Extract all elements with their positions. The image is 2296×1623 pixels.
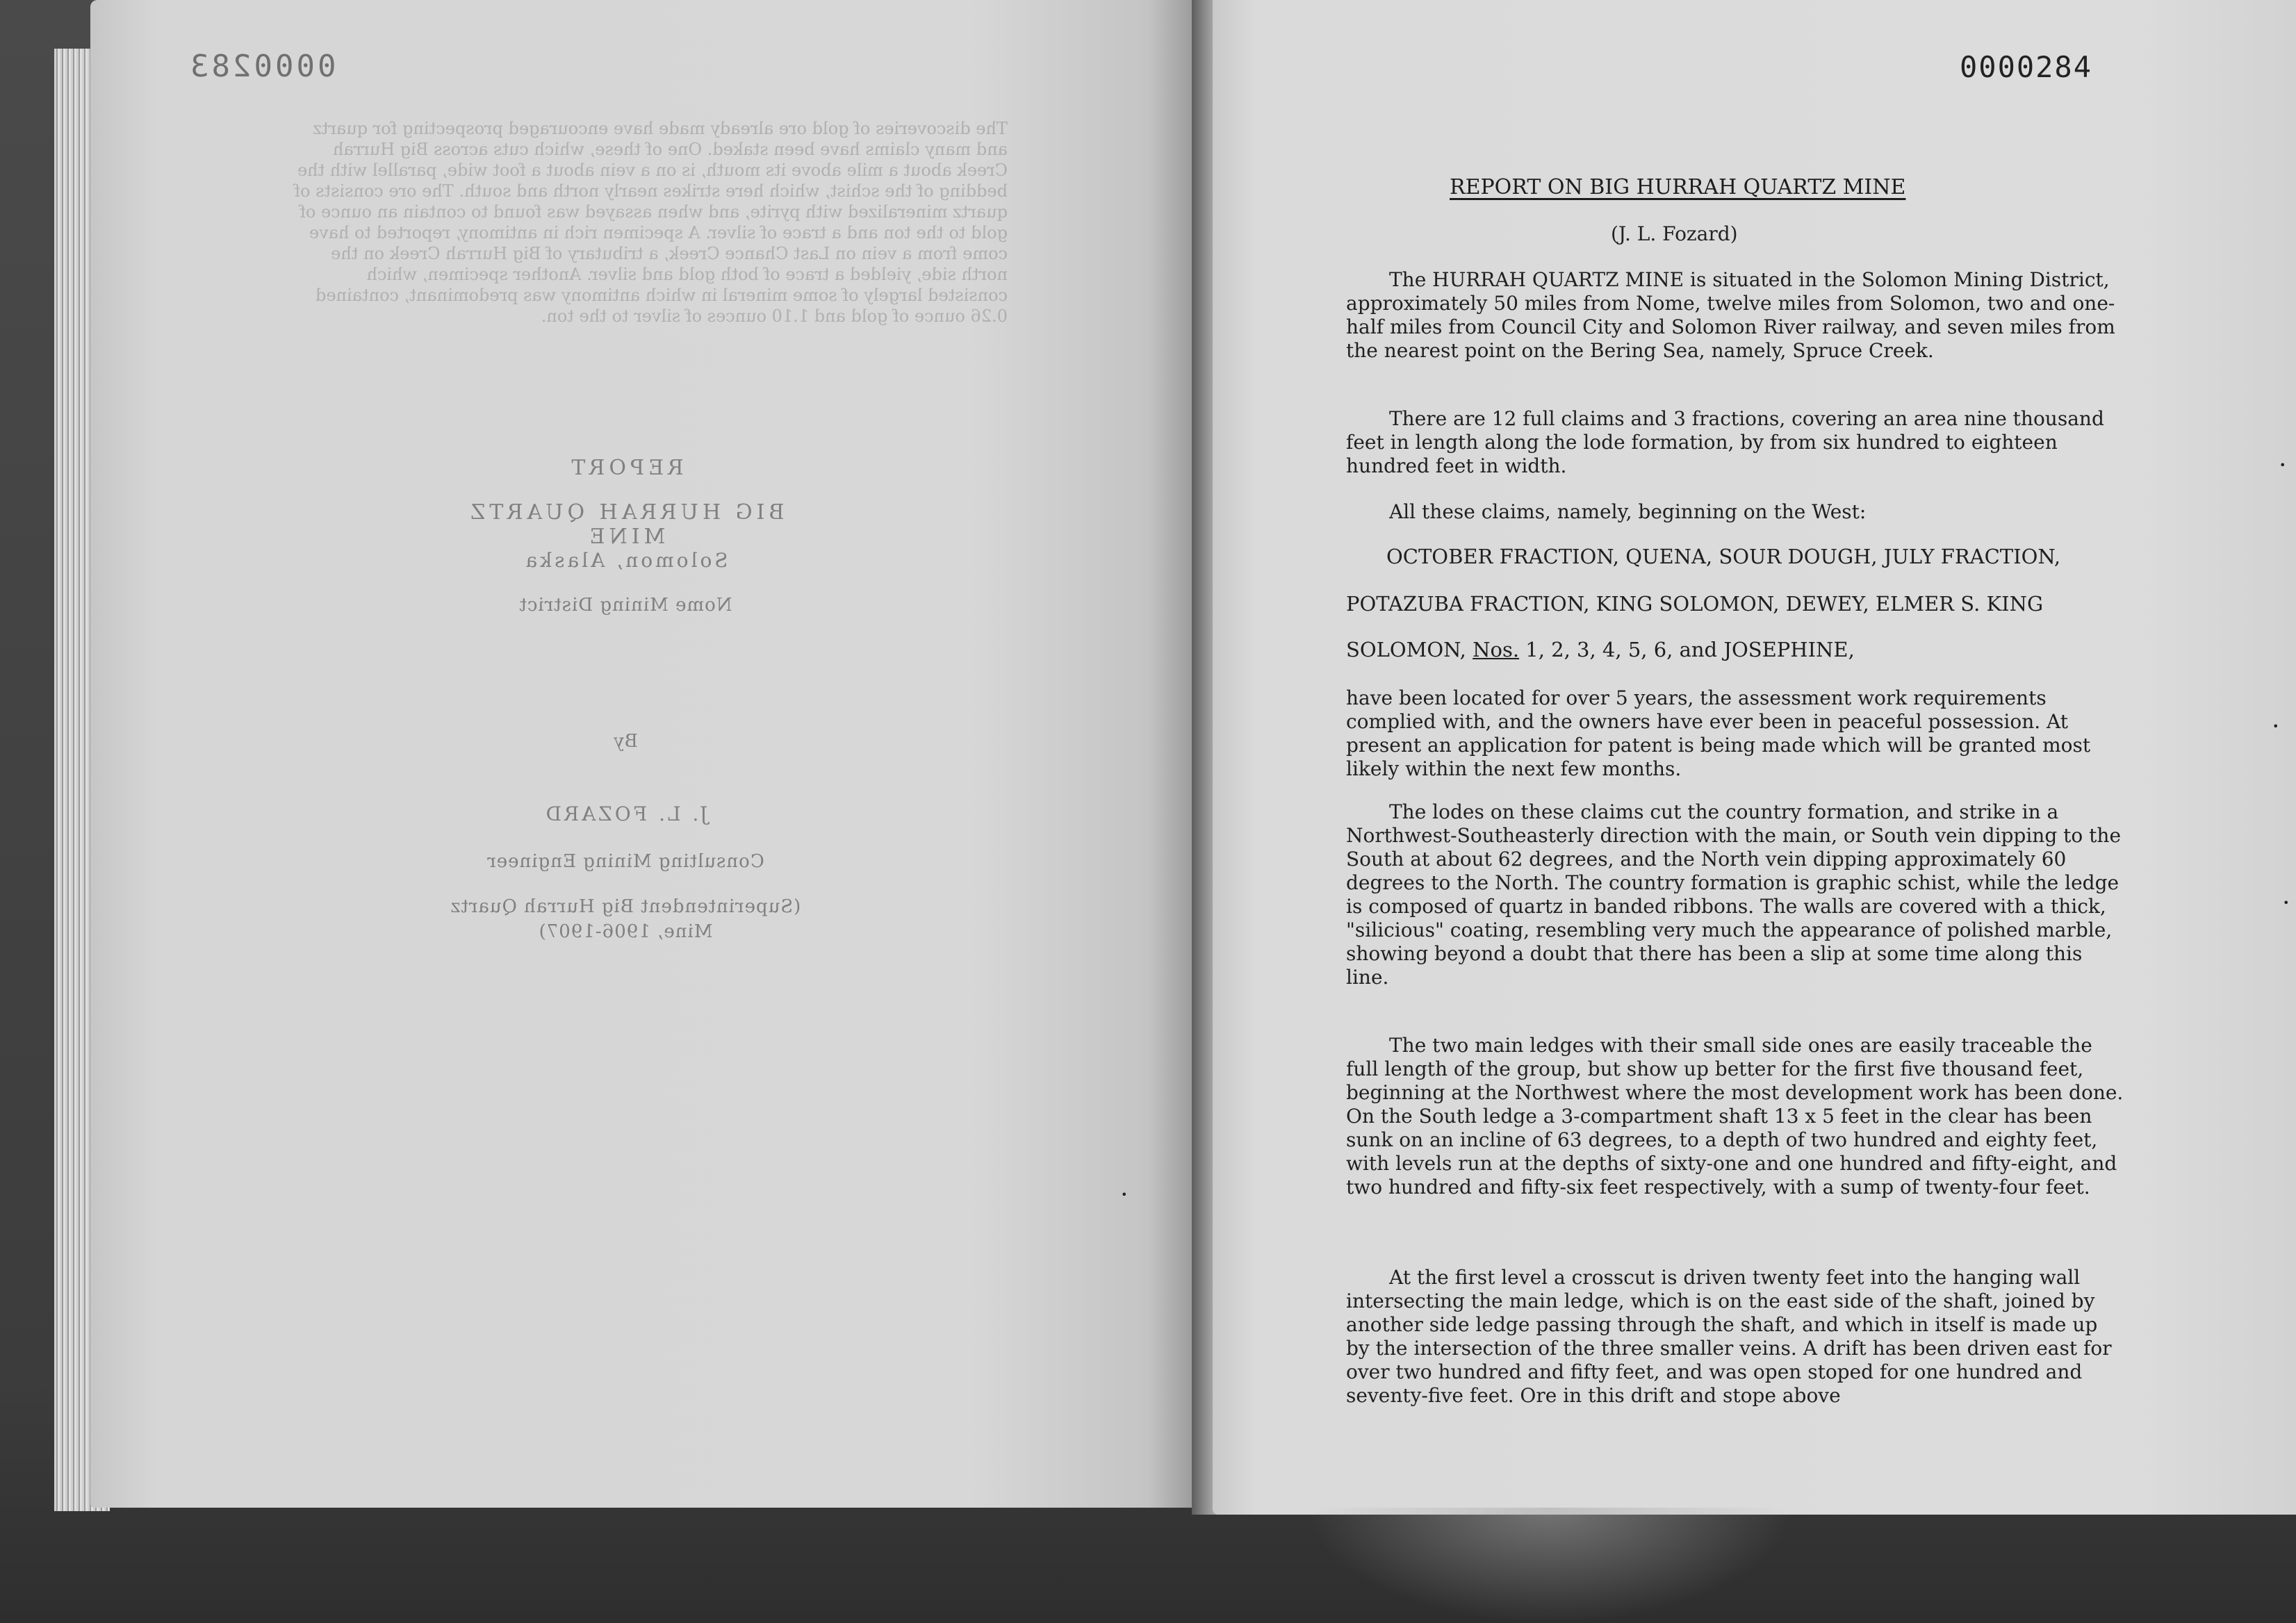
scan-speck: •: [1121, 1188, 1128, 1201]
claims-nos-label: Nos.: [1473, 638, 1520, 661]
bleed-line-mine: BIG HURRAH QUARTZ MINE: [466, 500, 785, 549]
left-page: [90, 0, 1192, 1508]
scan-speck: •: [2283, 896, 2290, 909]
bleed-line-years: Mine, 1906-1907): [538, 921, 713, 942]
claims-line-1: OCTOBER FRACTION, QUENA, SOUR DOUGH, JULY FRACTION,: [1386, 545, 2061, 568]
paragraph-claims-intro: [1346, 500, 2124, 524]
light-reflection: [1306, 1508, 1793, 1623]
bleed-line-superintendent: (Superintendent Big Hurrah Quartz: [450, 896, 801, 917]
bleed-line-role: Consulting Mining Engineer: [486, 851, 764, 872]
paragraph-location: [1346, 268, 2124, 363]
paragraph-6: The two main ledges with their small side ones are easily traceable the full length of the group, but show up better for the first five thousand feet, beginning at the Northwest where the most development work has been done. On the South ledge a 3-compartment shaft 13 x 5 feet in the clear has been sunk on an incline of 63 degrees, to a depth of two hundred and eighty feet, with levels run at the depths of sixty-one and one hundred and fifty-eight, and two hundred and fifty-six feet respectively, with a sump of twenty-four feet.: [1346, 1034, 2124, 1198]
claims-line-3-suffix: 1, 2, 3, 4, 5, 6, and JOSEPHINE,: [1519, 638, 1855, 661]
paragraph-3: All these claims, namely, beginning on the West:: [1389, 500, 1867, 523]
bleed-line-report: REPORT: [567, 456, 684, 480]
paragraph-1: The HURRAH QUARTZ MINE is situated in the Solomon Mining District, approximately 50 miles from Nome, twelve miles from Solomon, two and one-half miles from Council City and Solomon River railway, and seven miles from the nearest point on the Bering Sea, namely, Spruce Creek.: [1346, 268, 2115, 362]
scan-speck: •: [2272, 720, 2279, 733]
scan-speck: •: [2279, 459, 2286, 472]
left-page-bleed-through: [90, 0, 1192, 1508]
paragraph-ledges: [1346, 1034, 2124, 1199]
paragraph-4: have been located for over 5 years, the assessment work requirements complied with, and the owners have ever been in peaceful possession. At present an application for patent is being made which will be granted most likely within the next few months.: [1346, 686, 2091, 780]
bleed-line-author: J. L. FOZARD: [543, 802, 708, 825]
paragraph-5: The lodes on these claims cut the country formation, and strike in a Northwest-Southeasterly direction with the main, or South vein dipping to the South at about 62 degrees, and the North vein dipping approximately 60 degrees to the North. The country formation is graphic schist, while the ledge is composed of quartz in banded ribbons. The walls are covered with a thick, "silicious" coating, resembling very much the appearance of polished marble, showing beyond a doubt that there has been a slip at some time along this line.: [1346, 800, 2122, 989]
paragraph-crosscut: [1346, 1266, 2124, 1408]
claims-line-3-prefix: SOLOMON,: [1346, 638, 1473, 661]
paragraph-claims-area: [1346, 407, 2124, 478]
claims-line-2: POTAZUBA FRACTION, KING SOLOMON, DEWEY, ELMER S. KING: [1346, 592, 2044, 616]
paragraph-7: At the first level a crosscut is driven twenty feet into the hanging wall intersecting the main ledge, which is on the east side of the shaft, joined by another side ledge passing through the shaft, and which in itself is made up by the intersection of the three smaller veins. A drift has been driven east for over two hundred and fifty feet, and was open stoped for one hundred and seventy-five feet. Ore in this drift and stope above: [1346, 1266, 2112, 1407]
report-title: REPORT ON BIG HURRAH QUARTZ MINE: [1450, 175, 1906, 199]
report-byline: (J. L. Fozard): [1611, 222, 1738, 245]
left-page-stamp: 0000283: [188, 49, 336, 84]
bleed-line-by: By: [613, 731, 638, 752]
bleed-line-district: Nome Mining District: [518, 595, 732, 616]
bleed-paragraph: The discoveries of gold ore already made have encouraged prospecting for quartz and many claims have been staked. One of these, which cuts across Big Hurrah Creek about a mile above its mouth, is on a vein about a foot wide, parallel with the bedding of the schist, which here strikes nearly north and south. The ore consists of quartz mineralized with pyrite, and when assayed was found to contain an ounce of gold to the ton and a trace of silver. A specimen rich in antimony, reported to have come from a vein on Last Chance Creek, a tributary of Big Hurrah Creek on the north side, yielded a trace of both gold and silver. Another specimen, which consisted largely of some mineral in which antimony was predominant, contained 0.26 ounce of gold and 1.10 ounces of silver to the ton.: [294, 119, 1008, 326]
right-page-stamp: 0000284: [1960, 50, 2093, 84]
bleed-line-location: Solomon, Alaska: [523, 549, 728, 572]
paragraph-lodes: [1346, 800, 2124, 989]
paragraph-located: [1346, 686, 2124, 781]
claims-line-3: [1346, 638, 1855, 661]
paragraph-2: There are 12 full claims and 3 fractions, covering an area nine thousand feet in length along the lode formation, by from six hundred to eighteen hundred feet in width.: [1346, 407, 2104, 477]
